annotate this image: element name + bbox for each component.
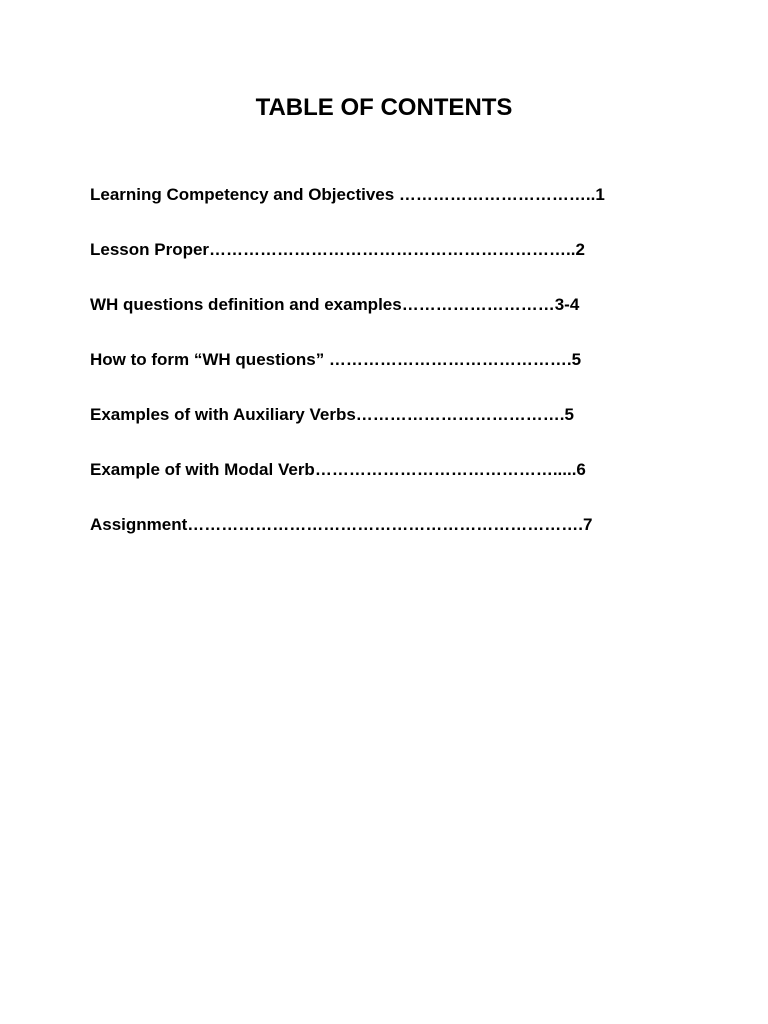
toc-entry-how-to-form: How to form “WH questions” …………………………………….5 bbox=[90, 350, 582, 369]
table-of-contents-list bbox=[90, 183, 690, 568]
toc-entry-lesson-proper: Lesson Proper………………………………………………………..2 bbox=[90, 240, 585, 259]
toc-entry-assignment: Assignment…………………………………………………………….7 bbox=[90, 515, 593, 534]
page-title: TABLE OF CONTENTS bbox=[255, 94, 513, 121]
toc-entry-wh-questions-definition: WH questions definition and examples………………………3-4 bbox=[90, 295, 580, 314]
toc-entry-modal-verb: Example of with Modal Verb…………………………………….....6 bbox=[90, 460, 586, 479]
toc-entry-learning-competency: Learning Competency and Objectives ……………………………..1 bbox=[90, 185, 605, 204]
toc-entry-auxiliary-verbs: Examples of with Auxiliary Verbs……………………………….5 bbox=[90, 405, 574, 424]
